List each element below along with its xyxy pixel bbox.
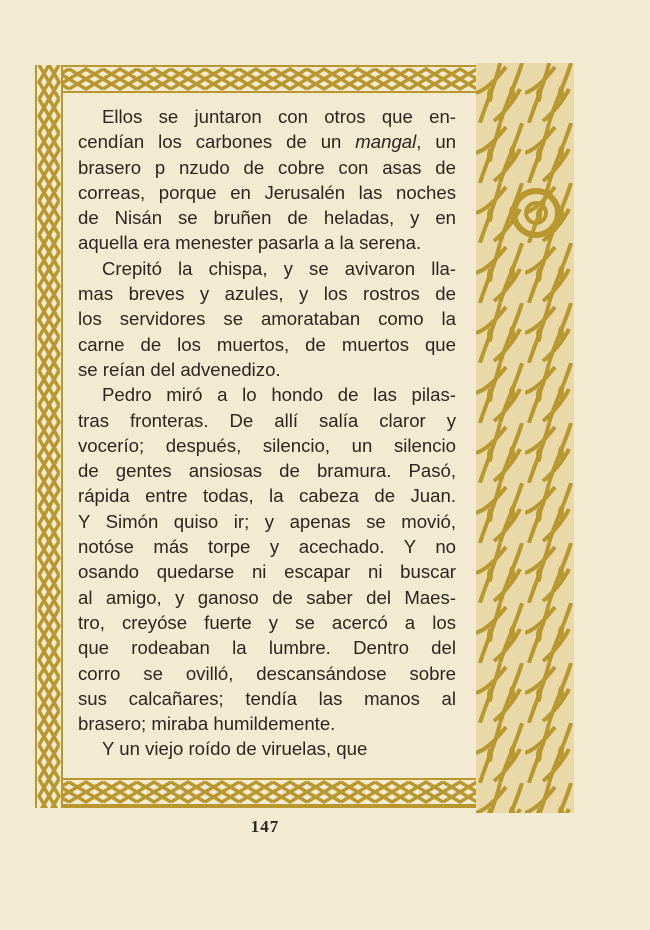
text-line: de gentes ansiosas de bramura. Pasó, — [78, 460, 456, 482]
text-line: se reían del advenedizo. — [78, 358, 281, 380]
text-line: corro se ovilló, descansándose sobre — [78, 662, 456, 684]
text-line: al amigo, y ganoso de saber del Maes- — [78, 586, 456, 608]
text-line: correas, porque en Jerusalén las noches — [78, 181, 456, 203]
text-line: sus calcañares; tendía las manos al — [78, 687, 456, 709]
text-line: Y un viejo roído de viruelas, que — [102, 738, 368, 760]
text-line: cendían los carbones de un mangal, un — [78, 131, 457, 153]
text-line: osando quedarse ni escapar ni buscar — [78, 561, 456, 583]
text-line: Ellos se juntaron con otros que en- — [102, 106, 456, 127]
text-line: aquella era menester pasarla a la serena. — [78, 232, 422, 254]
text-line: brasero p nzudo de cobre con asas de — [78, 156, 456, 178]
wheat-ornament-panel — [476, 63, 574, 813]
text-line: rápida entre todas, la cabeza de Juan. — [78, 485, 456, 507]
text-line: Y Simón quiso ir; y apenas se movió, — [78, 510, 456, 532]
text-line: carne de los muertos, de muertos que — [78, 333, 456, 355]
text-line: tras fronteras. De allí salía claror y — [78, 409, 456, 431]
text-line: Pedro miró a lo hondo de las pilas- — [102, 384, 456, 406]
text-line: Crepitó la chispa, y se avivaron lla- — [102, 257, 456, 279]
bottom-braid-border — [35, 778, 476, 808]
text-line: vocerío; después, silencio, un silencio — [78, 434, 456, 456]
text-line: de Nisán se bruñen de heladas, y en — [78, 207, 456, 229]
text-line: tro, creyóse fuerte y se acercó a los — [78, 611, 456, 633]
text-line: que rodeaban la lumbre. Dentro del — [78, 637, 456, 659]
text-line: brasero; miraba humildemente. — [78, 713, 336, 735]
body-text — [78, 104, 456, 762]
text-line: notóse más torpe y acechado. Y no — [78, 536, 456, 558]
italic-term: mangal — [355, 131, 417, 153]
text-line: mas breves y azules, y los rostros de — [78, 283, 456, 305]
text-line: los servidores se amorataban como la — [78, 308, 456, 330]
top-braid-border — [35, 65, 476, 93]
page-number: 147 — [250, 817, 280, 836]
left-braid-border — [35, 65, 63, 808]
